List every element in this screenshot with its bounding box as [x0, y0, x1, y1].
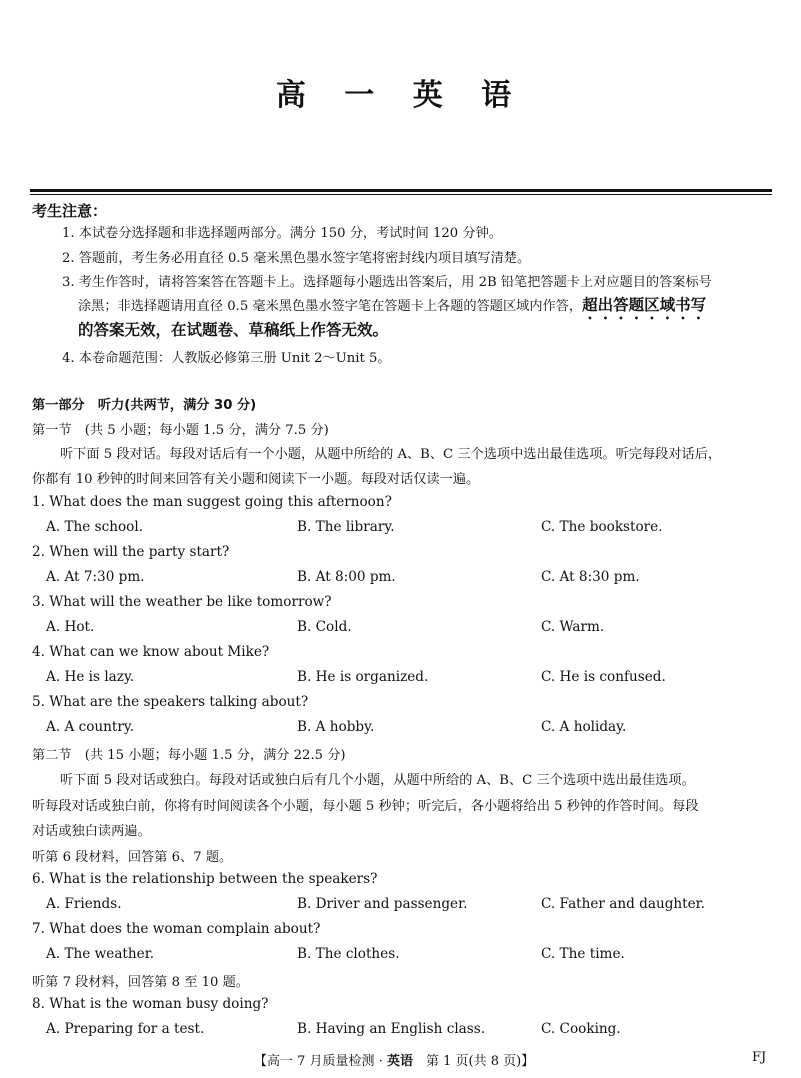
- q7-option-a: A. The weather.: [46, 946, 155, 962]
- section2-instructions-2: 听每段对话或独白前，你将有时间阅读各个小题，每小题 5 秒钟；听完后，各小题将给出 5 秒钟的作答时间。每段: [32, 799, 699, 814]
- section2-heading: 第二节 (共 15 小题；每小题 1.5 分，满分 22.5 分): [32, 748, 346, 763]
- q7-option-b: B. The clothes.: [297, 946, 400, 962]
- q3-option-b: B. Cold.: [297, 619, 352, 635]
- q8-option-b: B. Having an English class.: [297, 1021, 486, 1037]
- footer-page-count: 第 1 页(共 8 页)】: [412, 1054, 535, 1069]
- header-divider-thin: [30, 194, 772, 195]
- part1-heading: 第一部分 听力(共两节，满分 30 分): [32, 398, 257, 413]
- section1-heading: 第一节 (共 5 小题；每小题 1.5 分，满分 7.5 分): [32, 423, 329, 438]
- section2-instructions-3: 对话或独白读两遍。: [32, 824, 151, 839]
- footer-code: FJ: [752, 1050, 767, 1065]
- question-6: 6. What is the relationship between the speakers?: [32, 871, 378, 887]
- notice-line-3b-text: 涂黑；非选择题请用直径 0.5 毫米黑色墨水签字笔在答题卡上各题的答题区域内作答，: [78, 299, 583, 314]
- footer-subject: 英语: [386, 1054, 413, 1069]
- header-divider-thick: [30, 189, 772, 192]
- question-5: 5. What are the speakers talking about?: [32, 694, 309, 710]
- notice-heading: 考生注意：: [32, 202, 108, 220]
- section1-instructions-1: 听下面 5 段对话。每段对话后有一个小题，从题中所给的 A、B、C 三个选项中选出最佳选项。听完每段对话后，: [60, 447, 722, 462]
- q1-option-a: A. The school.: [46, 519, 144, 535]
- notice-line-4: 4. 本卷命题范围：人教版必修第三册 Unit 2～Unit 5。: [62, 351, 391, 366]
- question-7: 7. What does the woman complain about?: [32, 921, 321, 937]
- question-1: 1. What does the man suggest going this afternoon?: [32, 494, 392, 510]
- q5-option-a: A. A country.: [46, 719, 135, 735]
- question-4: 4. What can we know about Mike?: [32, 644, 270, 660]
- q3-option-c: C. Warm.: [541, 619, 605, 635]
- notice-line-3b-bold: 超出答题区域书写: [582, 296, 707, 314]
- notice-line-1: 1. 本试卷分选择题和非选择题两部分。满分 150 分，考试时间 120 分钟。: [62, 226, 502, 241]
- q8-option-c: C. Cooking.: [541, 1021, 621, 1037]
- q1-option-b: B. The library.: [297, 519, 395, 535]
- q4-option-a: A. He is lazy.: [46, 669, 135, 685]
- q6-option-c: C. Father and daughter.: [541, 896, 705, 912]
- notice-line-3a: 3. 考生作答时，请将答案答在答题卡上。选择题每小题选出答案后，用 2B 铅笔把答题卡上对应题目的答案标号: [62, 275, 712, 290]
- q3-option-a: A. Hot.: [46, 619, 95, 635]
- q6-option-a: A. Friends.: [46, 896, 122, 912]
- question-8: 8. What is the woman busy doing?: [32, 996, 269, 1012]
- q4-option-c: C. He is confused.: [541, 669, 666, 685]
- material-7-note: 听第 7 段材料，回答第 8 至 10 题。: [32, 975, 249, 990]
- question-3: 3. What will the weather be like tomorrow?: [32, 594, 332, 610]
- q5-option-b: B. A hobby.: [297, 719, 375, 735]
- q7-option-c: C. The time.: [541, 946, 625, 962]
- section2-instructions-1: 听下面 5 段对话或独白。每段对话或独白后有几个小题，从题中所给的 A、B、C 三个选项中选出最佳选项。: [60, 773, 695, 788]
- page-title: 高 一 英 语: [275, 78, 526, 113]
- notice-line-2: 2. 答题前，考生务必用直径 0.5 毫米黑色墨水签字笔将密封线内项目填写清楚。: [62, 251, 531, 266]
- q4-option-b: B. He is organized.: [297, 669, 429, 685]
- q2-option-a: A. At 7:30 pm.: [46, 569, 145, 585]
- section1-instructions-2: 你都有 10 秒钟的时间来回答有关小题和阅读下一小题。每段对话仅读一遍。: [32, 472, 480, 487]
- q2-option-b: B. At 8:00 pm.: [297, 569, 396, 585]
- q5-option-c: C. A holiday.: [541, 719, 627, 735]
- material-6-note: 听第 6 段材料，回答第 6、7 题。: [32, 850, 233, 865]
- q2-option-c: C. At 8:30 pm.: [541, 569, 640, 585]
- notice-line-3c-bold: 的答案无效，在试题卷、草稿纸上作答无效。: [78, 321, 389, 339]
- q8-option-a: A. Preparing for a test.: [46, 1021, 205, 1037]
- question-2: 2. When will the party start?: [32, 544, 230, 560]
- q6-option-b: B. Driver and passenger.: [297, 896, 468, 912]
- page-footer: [254, 1050, 534, 1069]
- q1-option-c: C. The bookstore.: [541, 519, 663, 535]
- footer-left: 【高一 7 月质量检测 ·: [254, 1054, 387, 1069]
